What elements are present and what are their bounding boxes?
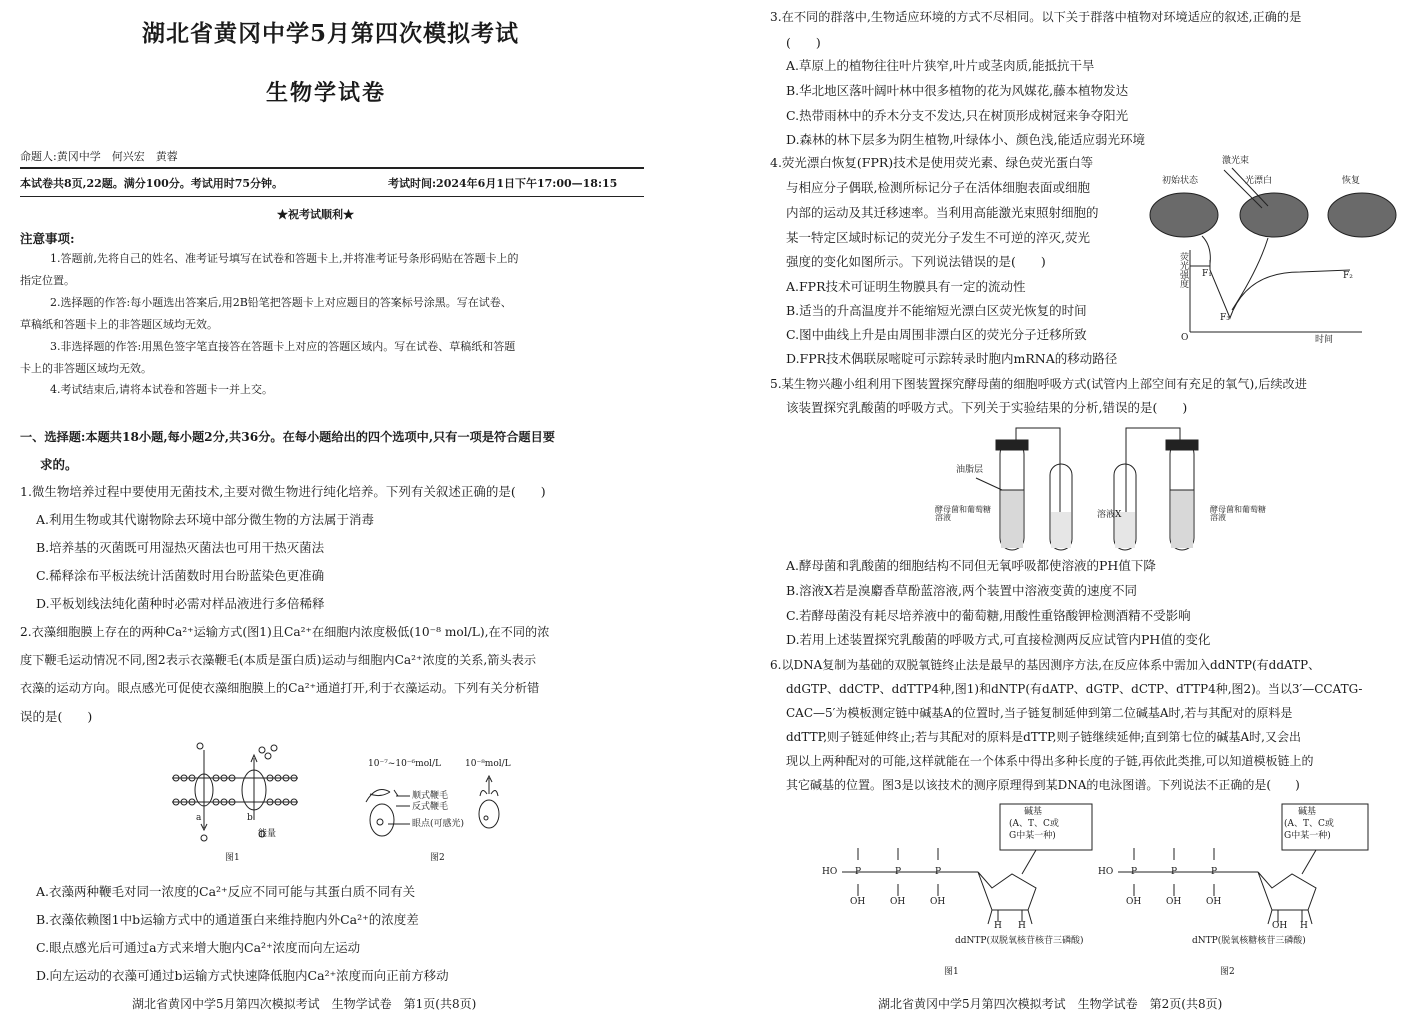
- question-6-line: 6.以DNA复制为基础的双脱氧链终止法是最早的基因测序方法,在反应体系中需加入ddNTP(有ddATP、: [770, 658, 1321, 672]
- question-6-line: 现以上两种配对的可能,这样就能在一个体系中得出多种长度的子链,再依此类推,可以知道模板链上的: [786, 754, 1314, 768]
- ddntp-structure: [822, 800, 1102, 940]
- fig1-caption: 图1: [225, 853, 240, 863]
- header-rule-bottom: [20, 196, 644, 197]
- notice-line: 1.答题前,先将自己的姓名、准考证号填写在试卷和答题卡上,并将准考证号条形码贴在答题卡上的: [50, 252, 519, 265]
- fpr-ylabel: 荧光强度: [1178, 252, 1188, 288]
- question-2-line: 度下鞭毛运动情况不同,图2表示衣藻鞭毛(本质是蛋白质)运动与细胞内Ca²⁺浓度的关系,箭头表示: [20, 653, 537, 667]
- question-2-line: 误的是( ): [20, 709, 93, 724]
- d-base-box-1: 碱基: [1298, 807, 1317, 817]
- q5-oil-label: 油脂层: [956, 465, 984, 475]
- q2-option-d: D.向左运动的衣藻可通过b运输方式快速降低胞内Ca²⁺浓度而向正前方移动: [36, 968, 449, 983]
- notice-line: 3.非选择题的作答:用黑色签字笔直接答在答题卡上对应的答题区域内。写在试卷、草稿纸和答题: [50, 340, 516, 353]
- question-6-line: 其它碱基的位置。图3是以该技术的测序原理得到某DNA的电泳图谱。下列说法不正确的是( ): [786, 778, 1300, 792]
- dd-p3: P: [935, 867, 942, 877]
- fpr-origin: O: [1181, 333, 1189, 343]
- q2-option-b: B.衣藻依赖图1中b运输方式中的通道蛋白来维持胞内外Ca²⁺的浓度差: [36, 912, 419, 927]
- fpr-f2: F₂: [1343, 271, 1353, 281]
- question-5-line: 5.某生物兴趣小组利用下图装置探究酵母菌的细胞呼吸方式(试管内上部空间有充足的氧气),后续改进: [770, 377, 1307, 391]
- fig1-label-energy: 能量: [258, 829, 277, 839]
- question-3-line: 3.在不同的群落中,生物适应环境的方式不尽相同。以下关于群落中植物对环境适应的叙述,正确的是: [770, 10, 1302, 24]
- d-oh1: OH: [1126, 897, 1142, 907]
- q5-solution-label: 溶液X: [1097, 510, 1122, 520]
- ddntp-caption: ddNTP(双脱氧核苷核苷三磷酸): [955, 936, 1084, 946]
- d-p3: P: [1211, 867, 1218, 877]
- authors: 命题人:黄冈中学 何兴宏 黄蓉: [20, 150, 178, 163]
- page-footer: 湖北省黄冈中学5月第四次模拟考试 生物学试卷 第1页(共8页): [132, 997, 477, 1011]
- dd-oh1: OH: [850, 897, 866, 907]
- d-oh3: OH: [1206, 897, 1222, 907]
- question-4-line: 某一特定区域时标记的荧光分子发生不可逆的淬灭,荧光: [786, 230, 1090, 245]
- question-4-line: 强度的变化如图所示。下列说法错误的是( ): [786, 254, 1046, 269]
- fermentation-apparatus: [980, 420, 1250, 560]
- d-oh2: OH: [1166, 897, 1182, 907]
- dd-p1: P: [855, 867, 862, 877]
- section-heading: 一、选择题:本题共18小题,每小题2分,共36分。在每小题给出的四个选项中,只有一项是符合题目要: [20, 430, 555, 444]
- dd-base-box-1: 碱基: [1024, 807, 1043, 817]
- q3-option-d: D.森林的林下层多为阴生植物,叶绿体小、颜色浅,能适应弱光环境: [786, 132, 1145, 147]
- question-6-line: ddTTP,则子链延伸终止;若与其配对的原料是dTTP,则子链继续延伸;直到第七位的碱基A时,又会出: [786, 730, 1301, 744]
- lipid-heads: [173, 775, 297, 805]
- question-2-line: 衣藻的运动方向。眼点感光可促使衣藻细胞膜上的Ca²⁺通道打开,利于衣藻运动。下列有关分析错: [20, 681, 540, 695]
- question-2-line: 2.衣藻细胞膜上存在的两种Ca²⁺运输方式(图1)且Ca²⁺在细胞内浓度极低(10⁻⁸ mol/L),在不同的浓: [20, 625, 550, 639]
- notice-line: 卡上的非答题区域均无效。: [20, 362, 152, 375]
- blessing: ★祝考试顺利★: [277, 208, 354, 221]
- q2-option-c: C.眼点感光后可通过a方式来增大胞内Ca²⁺浓度而向左运动: [36, 940, 361, 955]
- fig1-label-a: a: [196, 813, 202, 823]
- q4-option-c: C.图中曲线上升是由周围非漂白区的荧光分子迁移所致: [786, 327, 1087, 342]
- notice-line: 4.考试结束后,请将本试卷和答题卡一并上交。: [50, 383, 273, 396]
- dd-ho: HO: [822, 867, 838, 877]
- notice-title: 注意事项:: [20, 231, 75, 246]
- question-4-line: 与相应分子偶联,检测所标记分子在活体细胞表面或细胞: [786, 180, 1090, 195]
- dd-base-box-2: (A、T、C或: [1009, 819, 1059, 829]
- membrane-figure: [170, 740, 300, 850]
- fpr-figure: [1150, 160, 1409, 350]
- dd-oh3: OH: [930, 897, 946, 907]
- q1-option-b: B.培养基的灭菌既可用湿热灭菌法也可用干热灭菌法: [36, 540, 325, 555]
- fig2-label-eyespot: 眼点(可感光): [412, 819, 465, 829]
- dd-h1: H: [994, 921, 1002, 931]
- q6-fig1-caption: 图1: [944, 967, 959, 977]
- question-6-line: ddGTP、ddCTP、ddTTP4种,图1)和dNTP(有dATP、dGTP、dCTP、dTTP4种,图2)。当以3′—CCATG-: [786, 682, 1363, 696]
- d-p2: P: [1171, 867, 1178, 877]
- q5-right-tube-label: 酵母菌和葡萄糖溶液: [1210, 505, 1266, 522]
- notice-line: 2.选择题的作答:每小题选出答案后,用2B铅笔把答题卡上对应题目的答案标号涂黑。写在试卷、: [50, 296, 512, 309]
- d-oh-sugar: OH: [1272, 921, 1288, 931]
- dntp-caption: dNTP(脱氧核糖核苷三磷酸): [1192, 936, 1306, 946]
- q3-option-a: A.草原上的植物往往叶片狭窄,叶片或茎肉质,能抵抗干旱: [786, 58, 1095, 73]
- fig2-label-reverse: 反式鞭毛: [412, 802, 449, 812]
- subject-title: 生物学试卷: [266, 80, 387, 106]
- q5-option-a: A.酵母菌和乳酸菌的细胞结构不同但无氧呼吸都使溶液的PH值下降: [786, 558, 1156, 573]
- exam-info: 本试卷共8页,22题。满分100分。考试用时75分钟。: [20, 177, 284, 190]
- fig2-label-forward: 顺式鞭毛: [412, 791, 449, 801]
- question-5-line: 该装置探究乳酸菌的呼吸方式。下列关于实验结果的分析,错误的是( ): [786, 400, 1188, 415]
- notice-line: 指定位置。: [20, 274, 75, 287]
- question-6-line: CAC—5′为模板测定链中碱基A的位置时,当子链复制延伸到第二位碱基A时,若与其配对的原料是: [786, 706, 1293, 720]
- q4-option-d: D.FPR技术偶联尿嘧啶可示踪转录时胞内mRNA的移动路径: [786, 351, 1118, 366]
- q2-option-a: A.衣藻两种鞭毛对同一浓度的Ca²⁺反应不同可能与其蛋白质不同有关: [36, 884, 416, 899]
- fpr-initial-label: 初始状态: [1162, 176, 1199, 186]
- question-3-line: ( ): [786, 35, 821, 50]
- header-rule-top: [20, 167, 644, 169]
- page-2: [760, 0, 1409, 1022]
- fpr-xlabel: 时间: [1315, 335, 1334, 345]
- q4-option-a: A.FPR技术可证明生物膜具有一定的流动性: [786, 279, 1026, 294]
- q1-option-d: D.平板划线法纯化菌种时必需对样品液进行多倍稀释: [36, 596, 325, 611]
- d-base-box-3: G中某一种): [1284, 831, 1331, 841]
- question-1: 1.微生物培养过程中要使用无菌技术,主要对微生物进行纯化培养。下列有关叙述正确的是( ): [20, 484, 546, 499]
- d-h: H: [1300, 921, 1308, 931]
- fig1-label-b: b: [247, 813, 253, 823]
- question-4-line: 内部的运动及其迁移速率。当利用高能激光束照射细胞的: [786, 205, 1099, 220]
- q5-left-tube-label: 酵母菌和葡萄糖溶液: [935, 505, 991, 522]
- page-footer: 湖北省黄冈中学5月第四次模拟考试 生物学试卷 第2页(共8页): [878, 997, 1223, 1011]
- fpr-f3: F₃: [1220, 313, 1230, 323]
- fpr-bleach-label: 光漂白: [1245, 176, 1273, 186]
- fpr-recover-label: 恢复: [1342, 176, 1361, 186]
- section-heading-cont: 求的。: [40, 457, 78, 472]
- question-4-line: 4.荧光漂白恢复(FPR)技术是使用荧光素、绿色荧光蛋白等: [770, 155, 1094, 170]
- fig2-conc-high: 10⁻⁷~10⁻⁶mol/L: [368, 759, 442, 769]
- q5-option-b: B.溶液X若是溴麝香草酚蓝溶液,两个装置中溶液变黄的速度不同: [786, 583, 1138, 598]
- d-p1: P: [1131, 867, 1138, 877]
- exam-title: 湖北省黄冈中学5月第四次模拟考试: [142, 20, 520, 47]
- q6-fig2-caption: 图2: [1220, 967, 1235, 977]
- q5-option-c: C.若酵母菌没有耗尽培养液中的葡萄糖,用酸性重铬酸钾检测酒精不受影响: [786, 608, 1191, 623]
- q5-option-d: D.若用上述装置探究乳酸菌的呼吸方式,可直接检测两反应试管内PH值的变化: [786, 632, 1211, 647]
- dd-p2: P: [895, 867, 902, 877]
- fpr-f1: F₁: [1202, 269, 1212, 279]
- fig2-caption: 图2: [430, 853, 445, 863]
- dd-h2: H: [1018, 921, 1026, 931]
- d-base-box-2: (A、T、C或: [1284, 819, 1334, 829]
- exam-time: 考试时间:2024年6月1日下午17:00—18:15: [388, 177, 618, 190]
- q1-option-c: C.稀释涂布平板法统计活菌数时用台盼蓝染色更准确: [36, 568, 325, 583]
- notice-line: 草稿纸和答题卡上的非答题区域均无效。: [20, 318, 218, 331]
- chlamydomonas-figure: [362, 778, 512, 848]
- d-ho: HO: [1098, 867, 1114, 877]
- dd-oh2: OH: [890, 897, 906, 907]
- fpr-laser-label: 激光束: [1222, 156, 1250, 166]
- q4-option-b: B.适当的升高温度并不能缩短光漂白区荧光恢复的时间: [786, 303, 1087, 318]
- dntp-structure: [1098, 800, 1378, 940]
- q3-option-b: B.华北地区落叶阔叶林中很多植物的花为风媒花,藤本植物发达: [786, 83, 1129, 98]
- dd-base-box-3: G中某一种): [1009, 831, 1056, 841]
- page-1: [0, 0, 660, 1022]
- q1-option-a: A.利用生物或其代谢物除去环境中部分微生物的方法属于消毒: [36, 512, 375, 527]
- q3-option-c: C.热带雨林中的乔木分支不发达,只在树顶形成树冠来争夺阳光: [786, 108, 1129, 123]
- fig2-conc-low: 10⁻⁸mol/L: [465, 759, 511, 769]
